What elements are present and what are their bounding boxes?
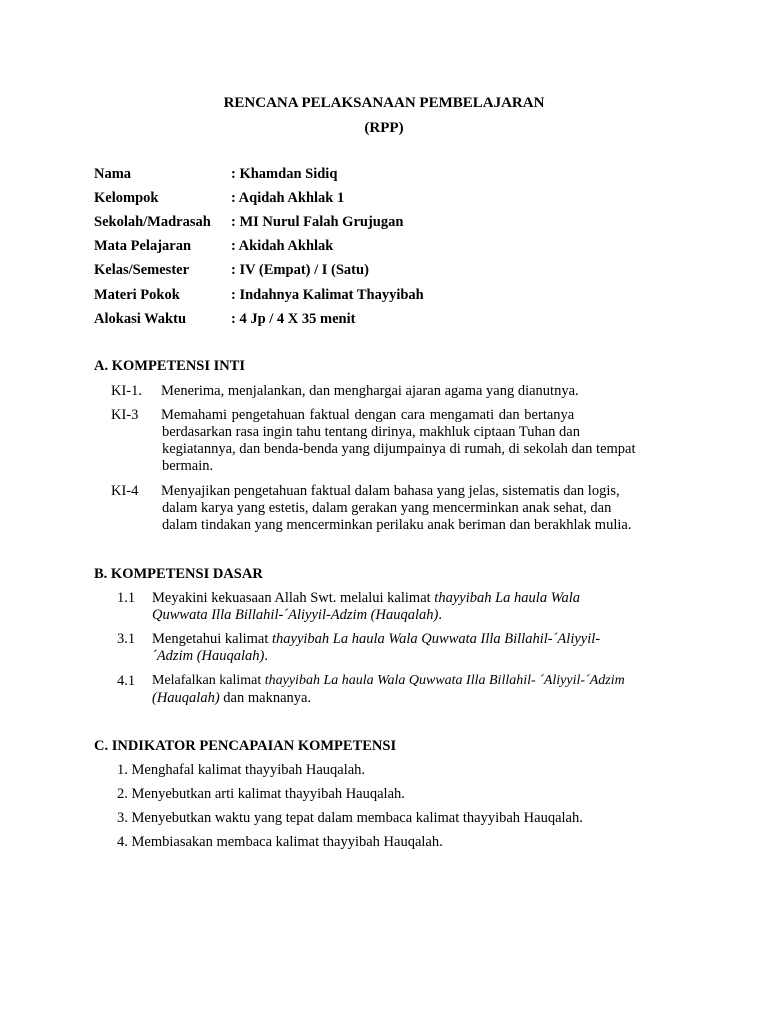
ki-text-line: dalam tindakan yang mencerminkan perilaku anak beriman dan berakhlak mulia. xyxy=(162,517,632,533)
kd-italic-text: (Hauqalah) xyxy=(152,690,220,706)
section-c-heading: C. INDIKATOR PENCAPAIAN KOMPETENSI xyxy=(94,738,397,754)
ki-text-line: bermain. xyxy=(162,458,214,474)
indicator-item: 1. Menghafal kalimat thayyibah Hauqalah. xyxy=(117,762,366,778)
section-b-heading: B. KOMPETENSI DASAR xyxy=(94,566,263,582)
kd-italic-text: thayyibah La haula Wala Quwwata Illa Billahil- ´Aliyyil-´Adzim xyxy=(264,673,625,688)
indicator-item: 4. Membiasakan membaca kalimat thayyibah Hauqalah. xyxy=(117,834,443,850)
identity-label-alokasi: Alokasi Waktu xyxy=(94,311,187,327)
kd-italic-text: thayyibah La haula Wala Quwwata Illa Billahil-´Aliyyil- xyxy=(272,631,601,647)
kd-line xyxy=(152,631,600,648)
kd-plain-text: Mengetahui kalimat xyxy=(152,631,272,647)
kd-line xyxy=(152,673,625,689)
kd-code: 3.1 xyxy=(117,631,136,647)
kd-italic-text: thayyibah La haula Wala xyxy=(434,590,580,606)
identity-value-materi: : Indahnya Kalimat Thayyibah xyxy=(231,287,424,303)
kd-code: 4.1 xyxy=(117,673,136,689)
kd-code: 1.1 xyxy=(117,590,136,606)
ki-text-line: dalam karya yang estetis, dalam gerakan yang mencerminkan anak sehat, dan xyxy=(162,500,612,516)
indicator-item: 3. Menyebutkan waktu yang tepat dalam membaca kalimat thayyibah Hauqalah. xyxy=(117,810,583,826)
ki-text-line: Menyajikan pengetahuan faktual dalam bahasa yang jelas, sistematis dan logis, xyxy=(161,483,620,499)
identity-label-kelas: Kelas/Semester xyxy=(94,262,190,278)
identity-label-materi: Materi Pokok xyxy=(94,287,180,303)
kd-plain-text: . xyxy=(438,607,442,623)
section-a-heading: A. KOMPETENSI INTI xyxy=(94,358,246,374)
identity-label-kelompok: Kelompok xyxy=(94,190,159,206)
kd-line xyxy=(152,607,442,624)
ki-code: KI-3 xyxy=(111,407,139,423)
identity-label-mapel: Mata Pelajaran xyxy=(94,238,192,254)
identity-value-mapel: : Akidah Akhlak xyxy=(231,238,334,254)
ki-code: KI-4 xyxy=(111,483,139,499)
identity-label-sekolah: Sekolah/Madrasah xyxy=(94,214,211,230)
kd-line xyxy=(152,690,311,707)
ki-text-line: berdasarkan rasa ingin tahu tentang dirinya, makhluk ciptaan Tuhan dan xyxy=(162,424,580,440)
identity-value-sekolah: : MI Nurul Falah Grujugan xyxy=(231,214,404,230)
kd-plain-text: Melafalkan kalimat xyxy=(152,673,265,688)
identity-value-kelompok: : Aqidah Akhlak 1 xyxy=(231,190,345,206)
ki-text-line: Memahami pengetahuan faktual dengan cara mengamati dan bertanya xyxy=(161,407,575,423)
ki-code: KI-1. xyxy=(111,383,143,399)
indicator-item: 2. Menyebutkan arti kalimat thayyibah Hauqalah. xyxy=(117,786,405,802)
kd-italic-text: ´Adzim (Hauqalah) xyxy=(152,648,265,664)
kd-plain-text: . xyxy=(264,648,268,664)
identity-value-alokasi: : 4 Jp / 4 X 35 menit xyxy=(231,311,356,327)
kd-line xyxy=(152,648,268,665)
kd-line xyxy=(152,590,580,607)
kd-plain-text: Meyakini kekuasaan Allah Swt. melalui kalimat xyxy=(152,590,435,606)
identity-value-nama: : Khamdan Sidiq xyxy=(231,166,338,182)
document-subtitle: (RPP) xyxy=(364,120,404,136)
kd-italic-text: Quwwata Illa Billahil-´Aliyyil-Adzim (Hauqalah) xyxy=(152,607,439,623)
document-title: RENCANA PELAKSANAAN PEMBELAJARAN xyxy=(223,95,545,111)
identity-value-kelas: : IV (Empat) / I (Satu) xyxy=(231,262,369,278)
identity-label-nama: Nama xyxy=(94,166,132,182)
kd-plain-text: dan maknanya. xyxy=(219,690,312,706)
ki-text-line: kegiatannya, dan benda-benda yang dijumpainya di rumah, di sekolah dan tempat xyxy=(162,441,636,457)
ki-text-line: Menerima, menjalankan, dan menghargai ajaran agama yang dianutnya. xyxy=(161,383,579,399)
